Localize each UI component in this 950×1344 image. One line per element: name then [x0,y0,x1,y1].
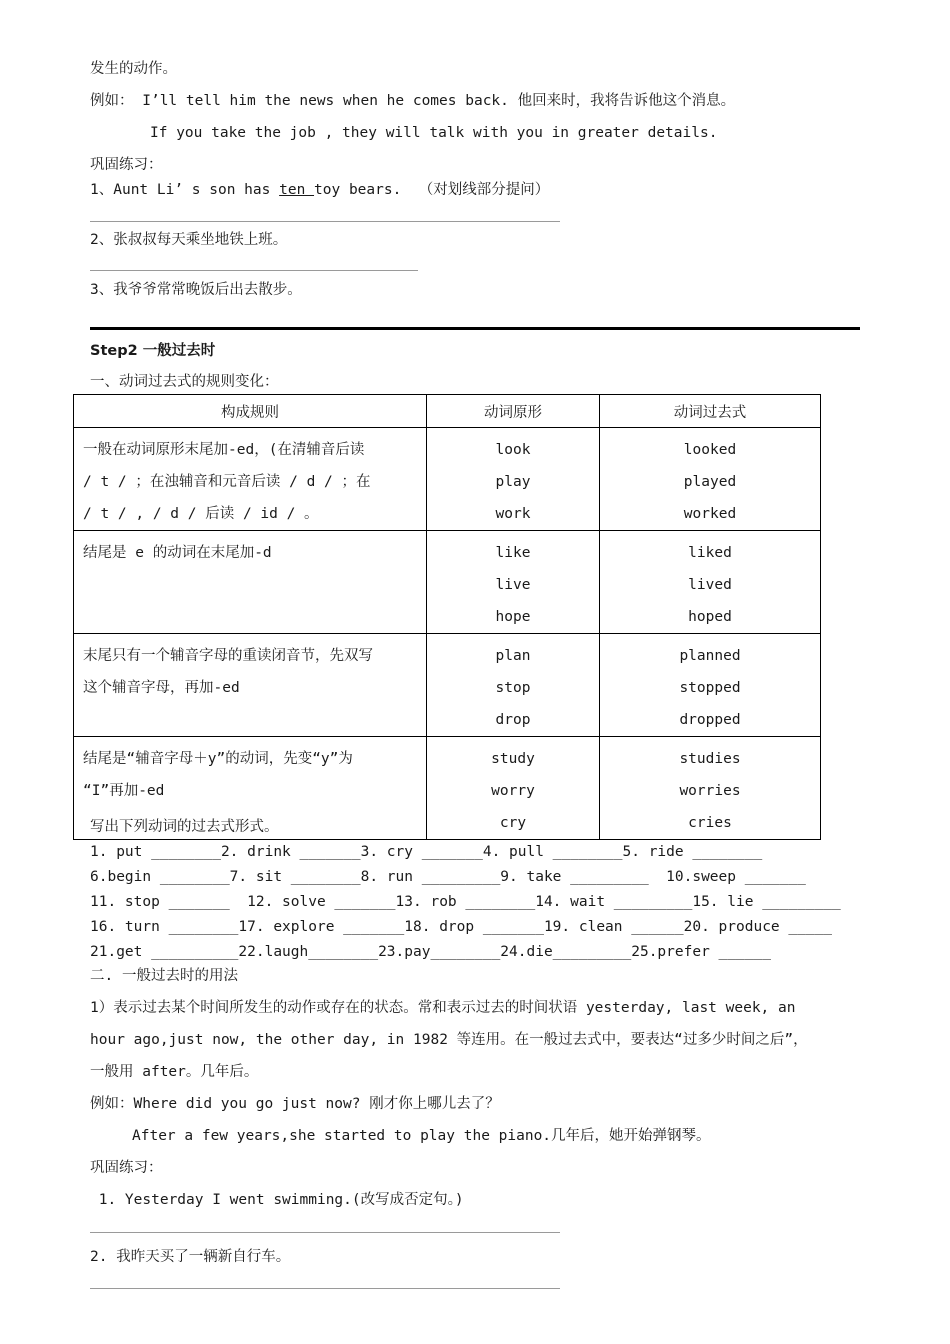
past-verb: lived [688,577,732,593]
base-verb: look [495,442,531,458]
exercise-title: 写出下列动词的过去式形式。 [90,819,279,835]
question-1 [90,180,549,200]
rule-line: / t / , / d / 后读 / id / 。 [83,506,319,522]
section2-title: 二. 一般过去时的用法 [90,968,238,984]
past-verb: stopped [679,680,741,696]
rule-line: 这个辅音字母，再加-ed [83,680,240,696]
header-base: 动词原形 [427,395,600,428]
past-verb: worries [679,783,741,799]
table-row [74,531,821,634]
past-verb: worked [683,506,737,522]
base-verb: live [495,577,531,593]
question-2: 2、张叔叔每天乘坐地铁上班。 [90,232,288,248]
rule-line: 结尾是“辅音字母＋y”的动词，先变“y”为 [83,751,353,767]
answer-line-2[interactable] [90,270,418,271]
base-cell [427,531,600,634]
header-rule: 构成规则 [74,395,427,428]
past-verb: cries [688,815,732,831]
exercise-row[interactable]: 21.get __________22.laugh________23.pay________24.die_________25.prefer ______ [90,944,771,960]
rule-cell [74,428,427,531]
base-verb: plan [495,648,531,664]
question-1-suffix: toy bears. （对划线部分提问） [314,182,550,198]
rule-line: 一般在动词原形末尾加-ed，(在清辅音后读 [83,442,365,458]
exercise-row[interactable]: 1. put ________2. drink _______3. cry _______4. pull ________5. ride ________ [90,844,763,860]
base-cell [427,428,600,531]
rule-line: / t / ；在浊辅音和元音后读 / d / ；在 [83,474,371,490]
base-verb: cry [499,815,527,831]
past-cell [600,531,821,634]
answer-line-3[interactable] [90,1232,560,1233]
practice-2: 2. 我昨天买了一辆新自行车。 [90,1249,291,1265]
base-cell [427,634,600,737]
base-verb: play [495,474,531,490]
table-row [74,634,821,737]
practice-1: 1. Yesterday I went swimming.(改写成否定句。) [90,1192,464,1208]
answer-line-1[interactable] [90,221,560,222]
rule-line: 末尾只有一个辅音字母的重读闭音节，先双写 [83,648,373,664]
practice-title-2: 巩固练习： [90,1160,163,1176]
intro-line: 发生的动作。 [90,61,177,77]
question-1-underlined: ten [279,182,315,198]
exercise-row[interactable]: 11. stop _______ 12. solve _______13. rob ________14. wait _________15. lie _________ [90,894,841,910]
usage-line: hour ago,just now, the other day, in 1982 等连用。在一般过去式中，要表达“过多少时间之后”， [90,1032,808,1048]
base-cell [427,737,600,840]
base-verb: drop [495,712,531,728]
intro-example-2: If you take the job , they will talk with you in greater details. [150,125,718,141]
past-verb: played [683,474,737,490]
usage-line: 一般用 after。几年后。 [90,1064,259,1080]
past-verb: planned [679,648,741,664]
answer-line-4[interactable] [90,1288,560,1289]
section-divider [90,327,860,330]
base-verb: study [491,751,535,767]
header-past: 动词过去式 [600,395,821,428]
past-cell [600,428,821,531]
base-verb: work [495,506,531,522]
rule-cell [74,634,427,737]
table-row [74,428,821,531]
base-verb: like [495,545,531,561]
past-verb: liked [688,545,732,561]
rule-line: 结尾是 e 的动词在末尾加-d [83,545,272,561]
base-verb: worry [491,783,535,799]
past-verb: hoped [688,609,732,625]
step2-title: Step2 一般过去时 [90,343,216,359]
practice-title: 巩固练习： [90,157,163,173]
intro-example-1: 例如： I’ll tell him the news when he comes back. 他回来时，我将告诉他这个消息。 [90,93,736,109]
section1-title: 一、动词过去式的规则变化： [90,374,279,390]
usage-line: 1）表示过去某个时间所发生的动作或存在的状态。常和表示过去的时间状语 yesterday, last week, an [90,1000,796,1016]
rule-line: “I”再加-ed [83,783,165,799]
past-cell [600,737,821,840]
past-verb: dropped [679,712,741,728]
exercise-row[interactable]: 16. turn ________17. explore _______18. drop _______19. clean ______20. produce _____ [90,919,833,935]
past-verb: studies [679,751,741,767]
question-3: 3、我爷爷常常晚饭后出去散步。 [90,282,302,298]
table-header-row [74,395,821,428]
exercise-row[interactable]: 6.begin ________7. sit ________8. run _________9. take _________ 10.sweep _______ [90,869,806,885]
base-verb: hope [495,609,531,625]
verb-rules-table [73,394,821,840]
base-verb: stop [495,680,531,696]
past-cell [600,634,821,737]
rule-cell [74,531,427,634]
past-verb: looked [683,442,737,458]
usage-example-2: After a few years,she started to play the piano.几年后，她开始弹钢琴。 [132,1128,711,1144]
usage-example-1: 例如：Where did you go just now? 刚才你上哪儿去了？ [90,1096,500,1112]
question-1-prefix: 1、Aunt Li’ s son has [90,182,280,198]
